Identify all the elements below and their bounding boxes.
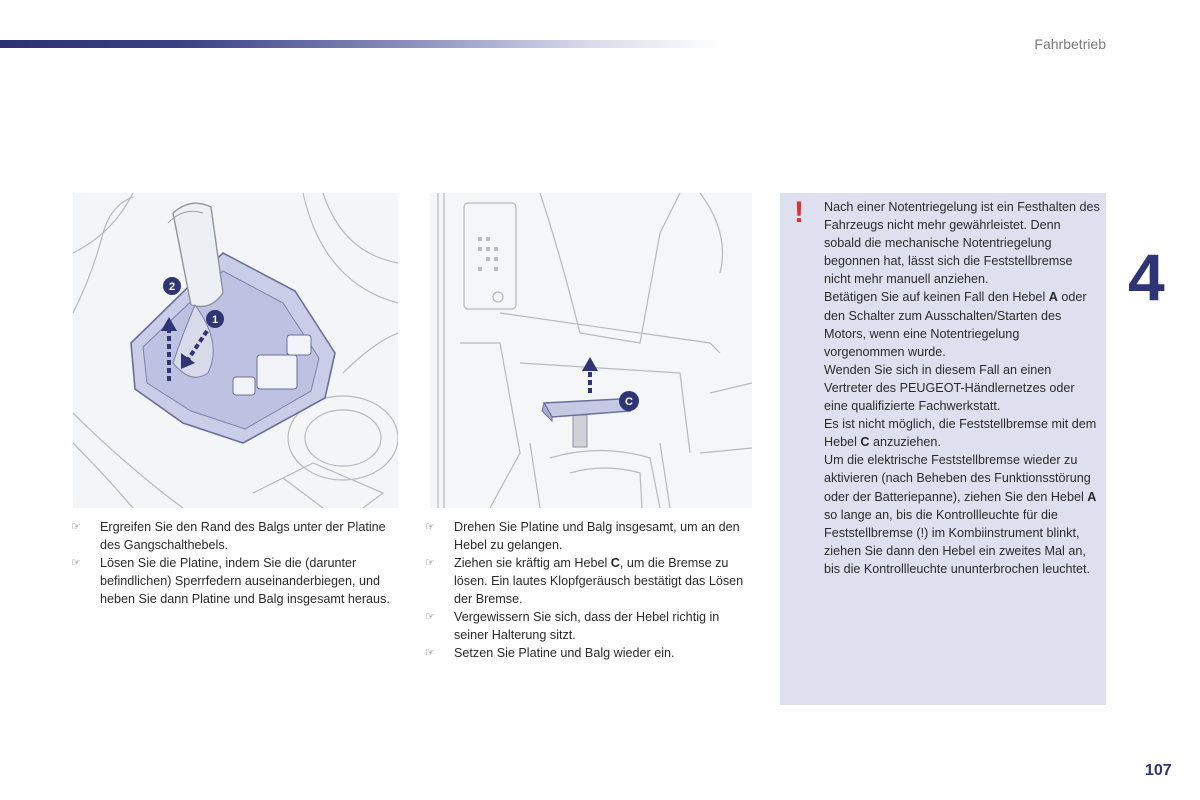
hand-pointer-icon: ☞ [425, 647, 435, 659]
warning-text [824, 198, 1100, 578]
callout-1: 1 [211, 314, 219, 326]
warning-paragraph [824, 198, 1100, 288]
list-item-text: , um die Bremse zu lösen. Ein lautes Klopfgeräusch bestätigt das Lösen der Bremse. [454, 556, 744, 606]
list-item-text: Setzen Sie Platine und Balg wieder ein. [454, 646, 675, 660]
steps-list-middle [425, 518, 755, 662]
list-item [71, 554, 391, 608]
callout-2: 2 [168, 281, 176, 293]
hand-pointer-icon: ☞ [425, 611, 435, 623]
parking-brake-drawing [430, 193, 752, 508]
warning-text-run: Um die elektrische Feststellbremse wieder zu aktivieren (nach Beheben des Funktionsstörung oder der Batteriepanne), ziehen Sie den Hebel [824, 453, 1091, 504]
list-item [425, 554, 755, 608]
warning-text-run: so lange an, bis die Kontrollleuchte für die Feststellbremse (!) im Kombiinstrument blinkt, ziehen Sie dann den Hebel ein zweites Mal an, bis die Kontrollleuchte ununterbrochen leuchtet. [824, 507, 1091, 576]
hand-pointer-icon: ☞ [71, 557, 81, 569]
lever-label: C [860, 435, 870, 450]
list-item-text: Drehen Sie Platine und Balg insgesamt, um an den Hebel zu gelangen. [454, 520, 740, 552]
lever-label: A [1048, 290, 1058, 305]
warning-paragraph [824, 361, 1100, 415]
page-number: 107 [1145, 762, 1172, 779]
gear-lever-illustration [73, 193, 398, 508]
warning-paragraph [824, 415, 1100, 451]
warning-icon: ! [794, 196, 804, 229]
section-title: Fahrbetrieb [1034, 36, 1106, 52]
hand-pointer-icon: ☞ [425, 557, 435, 569]
warning-paragraph [824, 288, 1100, 360]
header-gradient-bar [0, 40, 720, 48]
parking-brake-release-illustration [430, 193, 752, 508]
steps-list-left [71, 518, 391, 608]
chapter-number: 4 [1128, 240, 1165, 314]
warning-paragraph [824, 451, 1100, 578]
warning-text-run: Betätigen Sie auf keinen Fall den Hebel [824, 290, 1049, 305]
list-item-text: Ziehen sie kräftig am Hebel [454, 556, 611, 570]
callout-c: C [625, 396, 633, 408]
hand-pointer-icon: ☞ [425, 521, 435, 533]
list-item [425, 644, 755, 662]
list-item [425, 518, 755, 554]
list-item-text: Lösen Sie die Platine, indem Sie die (darunter befindlichen) Sperrfedern auseinanderbiegen, und heben Sie dann Platine und Balg insgesamt heraus. [100, 556, 390, 606]
hand-pointer-icon: ☞ [71, 521, 81, 533]
warning-text-run: anzuziehen. [869, 435, 941, 450]
warning-text-run: oder den Schalter zum Ausschalten/Starten des Motors, wenn eine Notentriegelung vorgenommen wurde. [824, 290, 1087, 359]
warning-text-run: Es ist nicht möglich, die Feststellbremse mit dem Hebel [824, 417, 1097, 450]
lever-label: A [1087, 489, 1097, 504]
list-item-text: Ergreifen Sie den Rand des Balgs unter der Platine des Gangschalthebels. [100, 520, 386, 552]
list-item [71, 518, 391, 554]
warning-text-run: Wenden Sie sich in diesem Fall an einen Vertreter des PEUGEOT-Händlernetzes oder eine qualifizierte Fachwerkstatt. [824, 362, 1075, 414]
warning-text-run: Nach einer Notentriegelung ist ein Festhalten des Fahrzeugs nicht mehr gewährleistet. Denn sobald die mechanische Notentriegelung begonnen hat, lässt sich die Feststellbremse nicht mehr manuell anziehen. [824, 200, 1100, 287]
gear-lever-drawing [73, 193, 398, 508]
list-item-text: Vergewissern Sie sich, dass der Hebel richtig in seiner Halterung sitzt. [454, 610, 720, 642]
list-item [425, 608, 755, 644]
lever-label: C [610, 556, 620, 570]
